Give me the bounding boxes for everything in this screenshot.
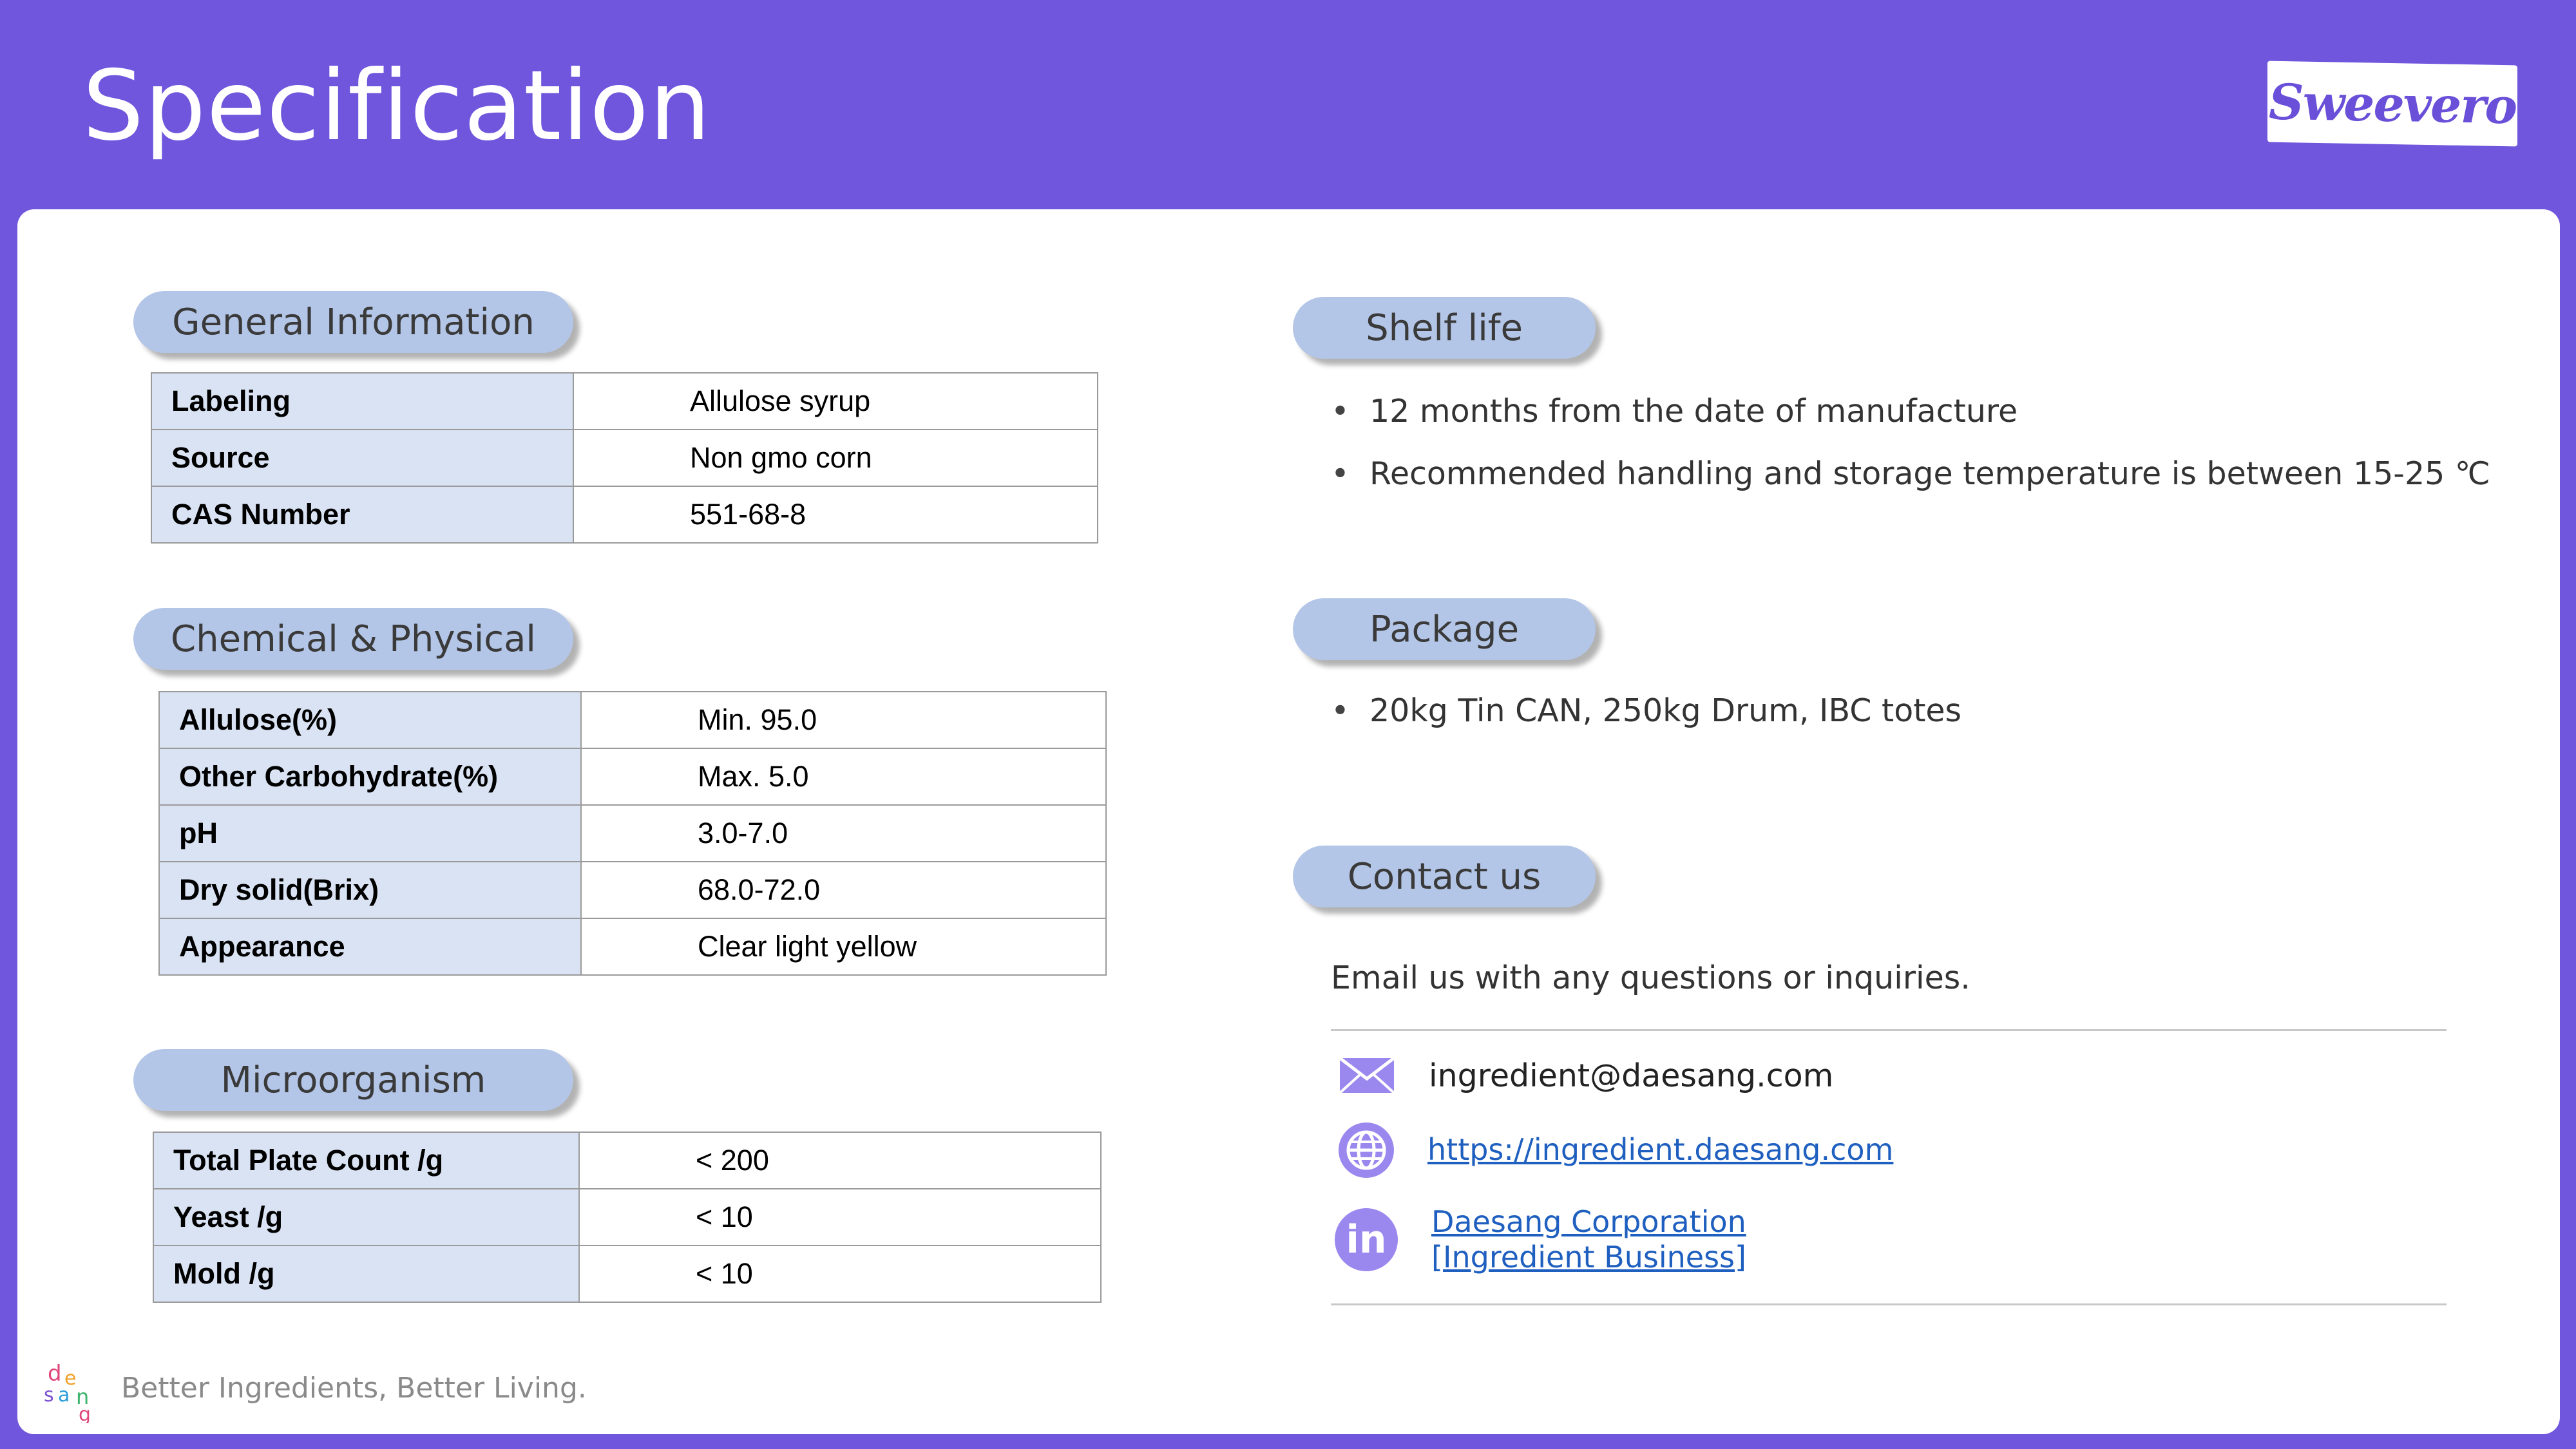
shelf-life-heading: Shelf life: [1293, 297, 1596, 359]
table-row: [153, 1245, 1101, 1302]
microorganism-heading: Microorganism: [133, 1049, 573, 1111]
svg-text:e: e: [64, 1367, 77, 1390]
row-value: 3.0-7.0: [581, 805, 1106, 862]
svg-text:a: a: [58, 1384, 70, 1406]
contact-heading: Contact us: [1293, 846, 1596, 907]
table-row: [159, 692, 1106, 748]
globe-icon: [1339, 1122, 1394, 1178]
row-value: < 10: [579, 1245, 1101, 1302]
row-value: Non gmo corn: [573, 430, 1098, 486]
list-item: • 12 months from the date of manufacture: [1331, 393, 2490, 430]
row-label: Dry solid(Brix): [159, 862, 581, 918]
row-value: < 200: [579, 1132, 1101, 1189]
svg-text:n: n: [76, 1385, 90, 1409]
linkedin-icon: [1335, 1208, 1398, 1271]
row-value: Clear light yellow: [581, 918, 1106, 975]
table-row: [153, 1132, 1101, 1189]
chemical-physical-table: [158, 691, 1107, 976]
package-list: [1331, 692, 1961, 729]
row-label: pH: [159, 805, 581, 862]
svg-text:s: s: [44, 1384, 54, 1406]
row-label: Mold /g: [153, 1245, 579, 1302]
row-label: Total Plate Count /g: [153, 1132, 579, 1189]
general-info-table: [151, 372, 1098, 544]
row-label: Yeast /g: [153, 1189, 579, 1245]
table-row: [151, 430, 1098, 486]
brand-logo: [2267, 61, 2517, 147]
linkedin-link-company[interactable]: Daesang Corporation: [1431, 1204, 1746, 1239]
general-info-heading: General Information: [133, 291, 573, 353]
row-value: 551-68-8: [573, 486, 1098, 543]
row-value: Max. 5.0: [581, 748, 1106, 805]
row-label: Other Carbohydrate(%): [159, 748, 581, 805]
website-link[interactable]: https://ingredient.daesang.com: [1427, 1132, 1894, 1168]
table-row: [159, 918, 1106, 975]
list-item: • Recommended handling and storage temperature is between 15-25 ℃: [1331, 455, 2490, 492]
row-label: CAS Number: [151, 486, 573, 543]
linkedin-glyph: in: [1346, 1217, 1387, 1263]
website-row: [1339, 1122, 1893, 1178]
brand-logo-text: Sweevero: [2268, 73, 2517, 135]
row-value: Min. 95.0: [581, 692, 1106, 748]
divider: [1331, 1029, 2447, 1031]
linkedin-link-business[interactable]: [Ingredient Business]: [1431, 1240, 1746, 1275]
row-value: < 10: [579, 1189, 1101, 1245]
table-row: [151, 486, 1098, 543]
linkedin-row: [1335, 1204, 1746, 1275]
email-row: [1339, 1048, 1833, 1103]
table-row: [151, 373, 1098, 430]
footer-tagline: Better Ingredients, Better Living.: [121, 1372, 587, 1405]
list-item: • 20kg Tin CAN, 250kg Drum, IBC totes: [1331, 692, 1961, 729]
daesang-logo: [41, 1359, 110, 1423]
table-row: [159, 862, 1106, 918]
page-title: Specification: [82, 50, 712, 162]
package-heading: Package: [1293, 598, 1596, 660]
microorganism-table: [153, 1132, 1102, 1303]
row-value: 68.0-72.0: [581, 862, 1106, 918]
row-label: Appearance: [159, 918, 581, 975]
shelf-life-list: [1331, 393, 2490, 492]
svg-text:g: g: [79, 1403, 91, 1423]
email-address[interactable]: ingredient@daesang.com: [1429, 1057, 1834, 1094]
contact-intro: Email us with any questions or inquiries.: [1331, 960, 1970, 996]
row-label: Source: [151, 430, 573, 486]
row-label: Allulose(%): [159, 692, 581, 748]
row-value: Allulose syrup: [573, 373, 1098, 430]
row-label: Labeling: [151, 373, 573, 430]
table-row: [153, 1189, 1101, 1245]
envelope-icon: [1339, 1048, 1397, 1103]
linkedin-text: [1431, 1204, 1746, 1275]
svg-text:d: d: [48, 1361, 62, 1387]
divider: [1331, 1303, 2447, 1305]
table-row: [159, 805, 1106, 862]
table-row: [159, 748, 1106, 805]
chemical-physical-heading: Chemical & Physical: [133, 608, 573, 670]
